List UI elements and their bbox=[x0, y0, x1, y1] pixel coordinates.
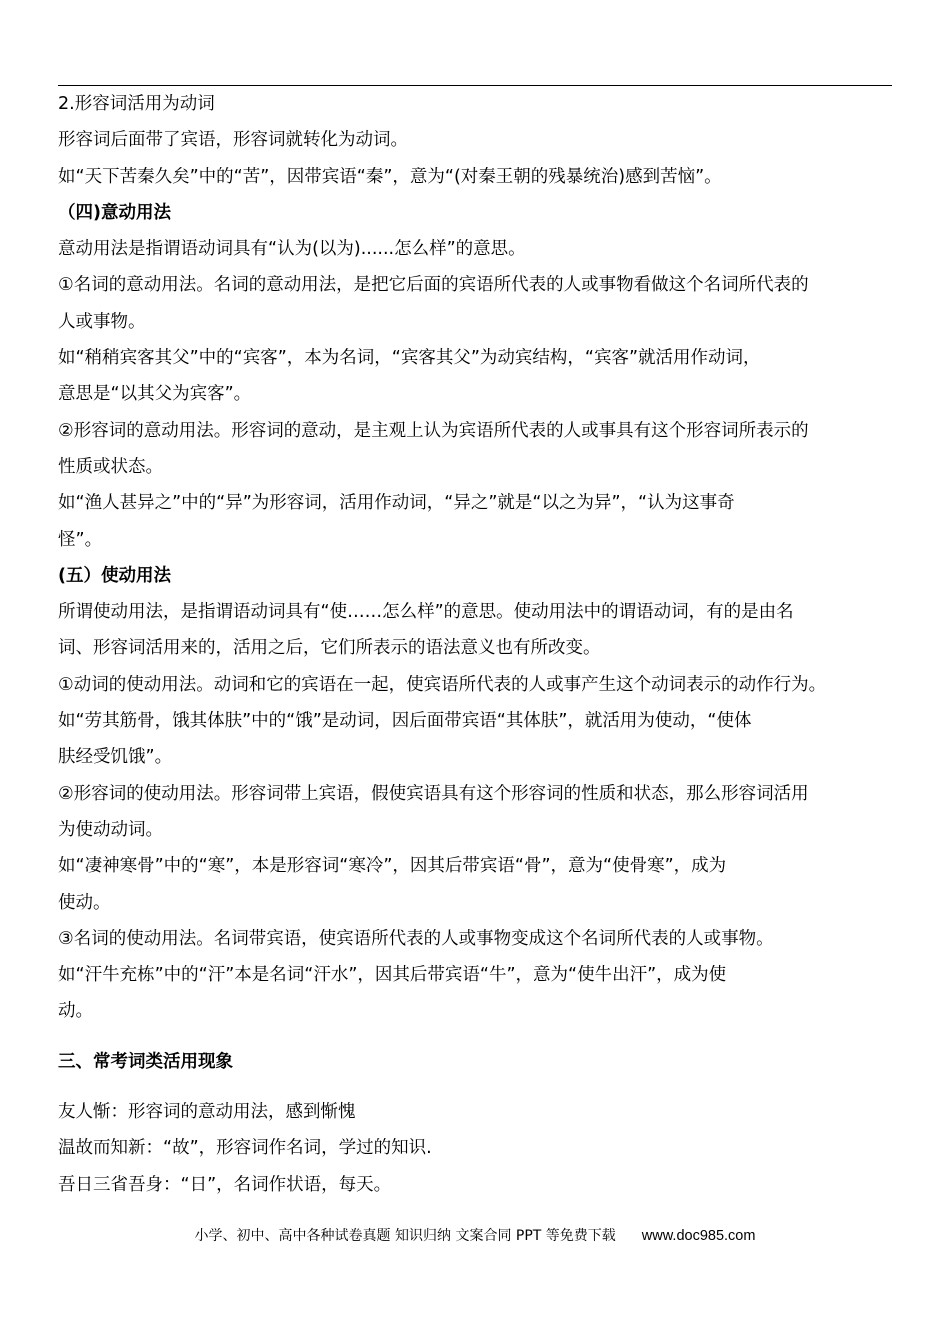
paragraph: ③名词的使动用法。名词带宾语，使宾语所代表的人或事物变成这个名词所代表的人或事物。 bbox=[58, 928, 774, 949]
example-line: 如“凄神寒骨”中的“寒”，本是形容词“寒冷”，因其后带宾语“骨”，意为“使骨寒”，成为 bbox=[58, 856, 727, 877]
paragraph: ①名词的意动用法。名词的意动用法，是把它后面的宾语所代表的人或事物看做这个名词所代表的 bbox=[58, 275, 809, 296]
example-line: 如“渔人甚异之”中的“异”为形容词，活用作动词，“异之”就是“以之为异”，“认为这事奇 bbox=[58, 493, 735, 514]
paragraph: 人或事物。 bbox=[58, 311, 146, 332]
example-line: 肤经受饥饿”。 bbox=[58, 747, 173, 768]
paragraph: 所谓使动用法，是指谓语动词具有“使……怎么样”的意思。使动用法中的谓语动词，有的是由名 bbox=[58, 602, 794, 623]
document-body bbox=[58, 86, 898, 1203]
example-line: 动。 bbox=[58, 1001, 93, 1022]
example-line: 怪”。 bbox=[58, 529, 103, 550]
example-line: 如“天下苦秦久矣”中的“苦”，因带宾语“秦”，意为“(对秦王朝的残暴统治)感到苦恼”。 bbox=[58, 166, 722, 187]
footer-text: 小学、初中、高中各种试卷真题 知识归纳 文案合同 PPT 等免费下载 bbox=[194, 1228, 616, 1244]
list-item: 温故而知新：“故”，形容词作名词，学过的知识. bbox=[58, 1138, 432, 1159]
page-footer bbox=[0, 1225, 950, 1247]
example-line: 如“汗牛充栋”中的“汗”本是名词“汗水”，因其后带宾语“牛”，意为“使牛出汗”，成为使 bbox=[58, 965, 727, 986]
section-heading-yidong: （四)意动用法 bbox=[58, 202, 171, 223]
paragraph: 意动用法是指谓语动词具有“认为(以为)......怎么样”的意思。 bbox=[58, 239, 526, 260]
spacer bbox=[58, 1030, 898, 1044]
section-heading-shidong: (五）使动用法 bbox=[58, 565, 171, 586]
paragraph: 为使动动词。 bbox=[58, 819, 163, 840]
paragraph: 词、形容词活用来的，活用之后，它们所表示的语法意义也有所改变。 bbox=[58, 638, 601, 659]
list-item: 吾日三省吾身：“日”，名词作状语，每天。 bbox=[58, 1174, 392, 1195]
spacer bbox=[58, 1080, 898, 1094]
example-line: 如“稍稍宾客其父”中的“宾客”，本为名词，“宾客其父”为动宾结构，“宾客”就活用作动词， bbox=[58, 348, 761, 369]
paragraph: ①动词的使动用法。动词和它的宾语在一起，使宾语所代表的人或事产生这个动词表示的动作行为。 bbox=[58, 674, 827, 695]
subheading-adj-as-verb: 2.形容词活用为动词 bbox=[58, 94, 215, 114]
example-line: 使动。 bbox=[58, 892, 111, 913]
example-line: 意思是“以其父为宾客”。 bbox=[58, 384, 252, 405]
paragraph: ②形容词的意动用法。形容词的意动，是主观上认为宾语所代表的人或事具有这个形容词所表示的 bbox=[58, 420, 809, 441]
paragraph: 形容词后面带了宾语，形容词就转化为动词。 bbox=[58, 130, 408, 151]
paragraph: ②形容词的使动用法。形容词带上宾语，假使宾语具有这个形容词的性质和状态，那么形容词活用 bbox=[58, 783, 809, 804]
section-heading-common: 三、常考词类活用现象 bbox=[58, 1051, 233, 1072]
list-item: 友人惭：形容词的意动用法，感到惭愧 bbox=[58, 1102, 356, 1123]
paragraph: 性质或状态。 bbox=[58, 456, 163, 477]
example-line: 如“劳其筋骨，饿其体肤”中的“饿”是动词，因后面带宾语“其体肤”，就活用为使动，“使体 bbox=[58, 711, 752, 732]
footer-site-link[interactable]: www.doc985.com bbox=[641, 1228, 756, 1244]
